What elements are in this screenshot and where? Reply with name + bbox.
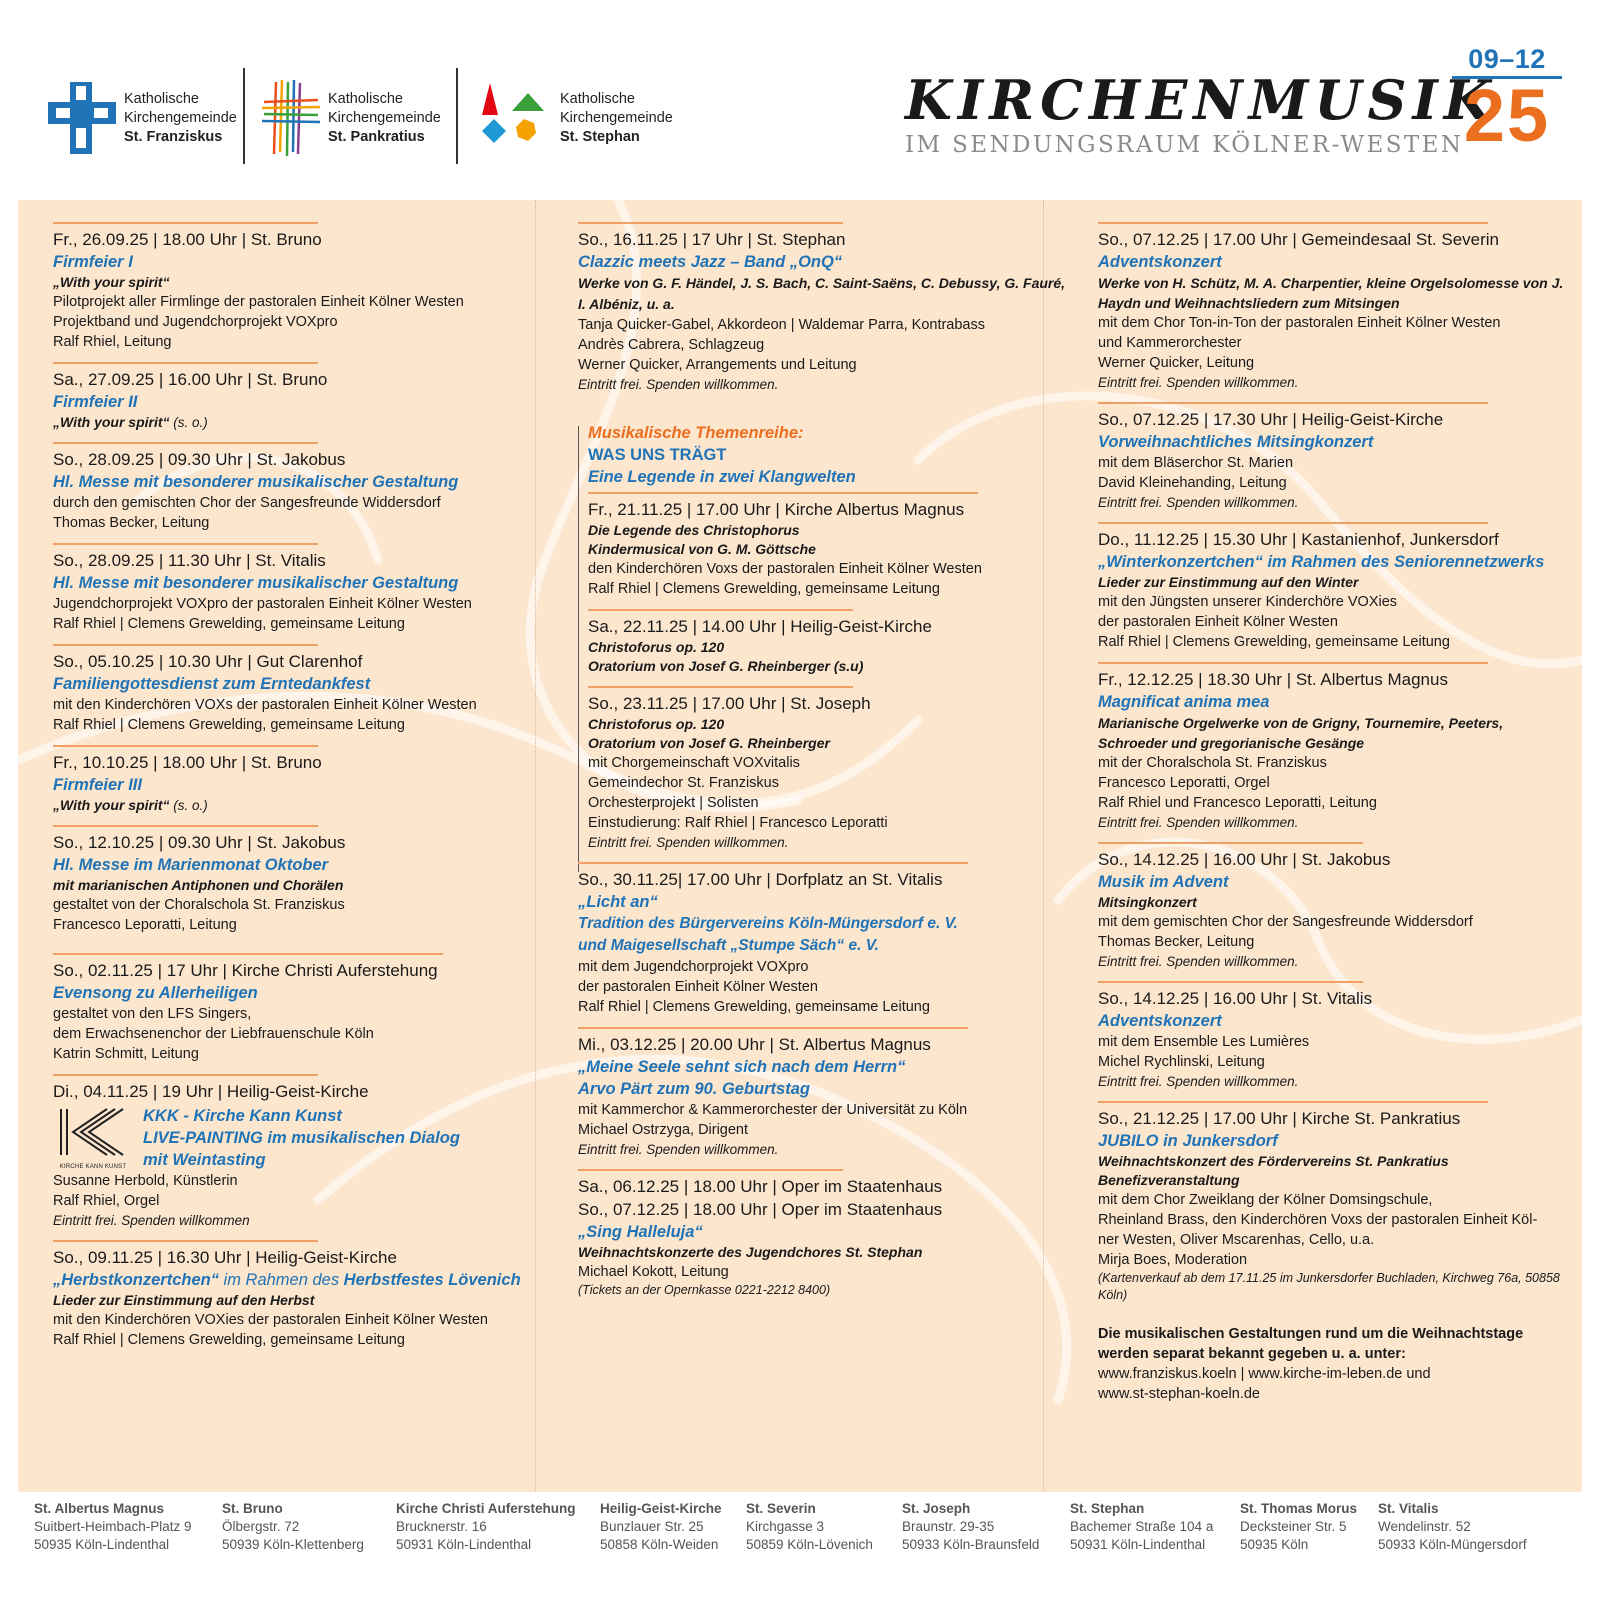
address-name: Heilig-Geist-Kirche: [600, 1501, 722, 1516]
address-item: [34, 1500, 192, 1554]
logo-line: Kirchengemeinde: [124, 109, 237, 126]
address-name: St. Severin: [746, 1501, 816, 1516]
event-subtitle: Lieder zur Einstimmung auf den Herbst: [53, 1292, 315, 1308]
address-street: Braunstr. 29-35: [902, 1519, 995, 1534]
event-date: So., 16.11.25 | 17 Uhr | St. Stephan: [578, 230, 846, 249]
event-line: mit den Jüngsten unserer Kinderchöre VOXies: [1098, 594, 1398, 610]
address-item: [902, 1500, 1039, 1554]
event-line: gestaltet von der Choralschola St. Franziskus: [53, 897, 345, 913]
title-block: [905, 68, 1497, 158]
stephan-shapes-icon: [476, 83, 546, 153]
event-line: der pastoralen Einheit Kölner Westen: [578, 979, 818, 995]
christmas-info-text: Die musikalischen Gestaltungen rund um die Weihnachtstage werden separat bekannt gegeben u. a. unter:: [1098, 1326, 1524, 1362]
event-subtitle: Kindermusical von G. M. Göttsche: [588, 541, 816, 557]
event-title: Evensong zu Allerheiligen: [53, 984, 258, 1002]
event-subtitle: Werke von G. F. Händel, J. S. Bach, C. Saint-Saëns, C. Debussy, G. Fauré, I. Albéniz, u. a.: [578, 275, 1066, 312]
event-title: „Winterkonzertchen“ im Rahmen des Seniorennetzwerks: [1098, 553, 1545, 571]
event-date: Fr., 21.11.25 | 17.00 Uhr | Kirche Albertus Magnus: [588, 500, 965, 519]
event-title: Familiengottesdienst zum Erntedankfest: [53, 675, 371, 693]
event-date: Sa., 27.09.25 | 16.00 Uhr | St. Bruno: [53, 370, 328, 389]
event-item: [578, 1027, 1068, 1159]
address-item: [1378, 1500, 1527, 1554]
event-subtitle: Christoforus op. 120: [588, 716, 725, 732]
kkk-titles: [143, 1105, 460, 1171]
event-item: [1098, 981, 1568, 1091]
event-title: Hl. Messe mit besonderer musikalischer Gestaltung: [53, 473, 459, 491]
event-title: JUBILO in Junkersdorf: [1098, 1132, 1278, 1150]
page-header: [0, 0, 1600, 200]
kkk-logo-icon: [53, 1105, 133, 1159]
event-item: [578, 862, 1068, 1017]
event-line: Francesco Leporatti, Leitung: [53, 917, 237, 933]
event-date: Sa., 06.12.25 | 18.00 Uhr | Oper im Staatenhaus: [578, 1177, 943, 1196]
address-item: [1070, 1500, 1213, 1554]
program-panel: [18, 200, 1582, 1492]
event-subtitle: Lieder zur Einstimmung auf den Winter: [1098, 574, 1359, 590]
event-item: [1098, 222, 1568, 392]
address-city: 50931 Köln-Lindenthal: [1070, 1537, 1206, 1552]
event-line: Thomas Becker, Leitung: [1098, 934, 1255, 950]
kkk-block: [53, 1105, 553, 1171]
event-line: Michel Rychlinski, Leitung: [1098, 1054, 1265, 1070]
event-note: Eintritt frei. Spenden willkommen: [53, 1213, 250, 1228]
event-line: Gemeindechor St. Franziskus: [588, 775, 779, 791]
event-line: Michael Ostrzyga, Dirigent: [578, 1122, 749, 1138]
event-subtitle-suffix: (s. o.): [169, 415, 208, 430]
event-line: den Kinderchören Voxs der pastoralen Einheit Kölner Westen: [588, 561, 982, 577]
event-title: Clazzic meets Jazz – Band „OnQ“: [578, 253, 843, 271]
address-name: St. Albertus Magnus: [34, 1501, 165, 1516]
event-subtitle: „With your spirit“: [53, 797, 170, 813]
logo-line: Katholische: [328, 90, 403, 107]
event-date: So., 12.10.25 | 09.30 Uhr | St. Jakobus: [53, 833, 346, 852]
event-note: Eintritt frei. Spenden willkommen.: [1098, 815, 1299, 830]
logo-divider: [456, 68, 458, 164]
event-note: Eintritt frei. Spenden willkommen.: [578, 377, 779, 392]
event-subtitle: Weihnachtskonzert des Fördervereins St. Pankratius: [1098, 1153, 1449, 1169]
event-date: So., 28.09.25 | 11.30 Uhr | St. Vitalis: [53, 551, 326, 570]
event-line: Rheinland Brass, den Kinderchören Voxs der pastoralen Einheit Köl-: [1098, 1212, 1538, 1228]
address-city: 50935 Köln-Lindenthal: [34, 1537, 170, 1552]
event-date: So., 30.11.25| 17.00 Uhr | Dorfplatz an St. Vitalis: [578, 870, 943, 889]
event-line: Werner Quicker, Arrangements und Leitung: [578, 357, 857, 373]
event-line: Mirja Boes, Moderation: [1098, 1252, 1248, 1268]
event-title: Firmfeier II: [53, 393, 138, 411]
event-item: [53, 1074, 553, 1230]
address-city: 50858 Köln-Weiden: [600, 1537, 719, 1552]
logo-line: [328, 128, 441, 147]
event-subtitle: Mitsingkonzert: [1098, 894, 1197, 910]
event-line: dem Erwachsenenchor der Liebfrauenschule Köln: [53, 1026, 374, 1042]
page-subtitle: IM SENDUNGSRAUM KÖLNER-WESTEN: [905, 132, 1464, 158]
event-subtitle: Marianische Orgelwerke von de Grigny, Tournemire, Peeters, Schroeder und gregorianische Gesänge: [1098, 715, 1504, 751]
event-line: Andrès Cabrera, Schlagzeug: [578, 337, 765, 353]
address-item: [1240, 1500, 1357, 1554]
event-subtitle: Werke von H. Schütz, M. A. Charpentier, kleine Orgelsolomesse von J. Haydn und Weihnachtsliedern zum Mitsingen: [1098, 275, 1564, 311]
event-title: Musik im Advent: [1098, 873, 1229, 891]
event-note: Eintritt frei. Spenden willkommen.: [1098, 375, 1299, 390]
event-line: Michael Kokott, Leitung: [578, 1264, 729, 1280]
address-street: Wendelinstr. 52: [1378, 1519, 1471, 1534]
event-line: mit der Choralschola St. Franziskus: [1098, 755, 1327, 771]
kkk-logo-label: KIRCHE KANN KUNST: [59, 1164, 127, 1170]
address-name: St. Vitalis: [1378, 1501, 1439, 1516]
event-subtitle: Benefizveranstaltung: [1098, 1172, 1240, 1188]
event-date: So., 02.11.25 | 17 Uhr | Kirche Christi Auferstehung: [53, 961, 438, 980]
logo-parish-name: St. Pankratius: [328, 128, 425, 145]
event-line: Thomas Becker, Leitung: [53, 515, 210, 531]
event-subtitle-row: [53, 796, 553, 815]
website-links[interactable]: www.franziskus.koeln | www.kirche-im-leben.de und: [1098, 1366, 1431, 1382]
event-date: So., 05.10.25 | 10.30 Uhr | Gut Clarenhof: [53, 652, 363, 671]
event-line: mit dem Chor Zweiklang der Kölner Domsingschule,: [1098, 1192, 1433, 1208]
event-item: [53, 543, 553, 634]
event-note: Eintritt frei. Spenden willkommen.: [1098, 1074, 1299, 1089]
event-subtitle: Die Legende des Christophorus: [588, 522, 800, 538]
events-column-3: [1098, 222, 1568, 1404]
address-street: Bachemer Straße 104 a: [1070, 1519, 1214, 1534]
event-title: Hl. Messe im Marienmonat Oktober: [53, 856, 329, 874]
series-marker-line: [578, 426, 579, 872]
address-name: St. Thomas Morus: [1240, 1501, 1358, 1516]
address-street: Brucknerstr. 16: [396, 1519, 487, 1534]
event-subtitle: mit marianischen Antiphonen und Chorälen: [53, 877, 344, 893]
event-line: mit den Kinderchören VOXs der pastoralen Einheit Kölner Westen: [53, 697, 477, 713]
event-title: Magnificat anima mea: [1098, 693, 1270, 711]
event-line: Katrin Schmitt, Leitung: [53, 1046, 199, 1062]
address-city: 50933 Köln-Braunsfeld: [902, 1537, 1040, 1552]
event-title: „Sing Halleluja“: [578, 1223, 703, 1241]
logo-line: Katholische: [124, 90, 199, 107]
address-city: 50939 Köln-Klettenberg: [222, 1537, 364, 1552]
event-item: [578, 1169, 1068, 1299]
event-date: So., 07.12.25 | 17.30 Uhr | Heilig-Geist-Kirche: [1098, 410, 1444, 429]
event-subtitle: Oratorium von Josef G. Rheinberger: [588, 735, 830, 751]
event-item: [588, 609, 1068, 676]
event-date: Do., 11.12.25 | 15.30 Uhr | Kastanienhof, Junkersdorf: [1098, 530, 1499, 549]
event-line: mit dem Ensemble Les Lumières: [1098, 1034, 1310, 1050]
event-item: [53, 825, 553, 935]
event-line: Ralf Rhiel | Clemens Grewelding, gemeinsame Leitung: [53, 616, 405, 632]
series-label: Musikalische Themenreihe:: [588, 424, 804, 442]
event-line: mit Chorgemeinschaft VOXvitalis: [588, 755, 800, 771]
event-line: Ralf Rhiel | Clemens Grewelding, gemeinsame Leitung: [588, 581, 940, 597]
event-line: mit Kammerchor & Kammerorchester der Universität zu Köln: [578, 1102, 968, 1118]
event-line: David Kleinehanding, Leitung: [1098, 475, 1287, 491]
event-date: Fr., 26.09.25 | 18.00 Uhr | St. Bruno: [53, 230, 322, 249]
event-title: KKK - Kirche Kann Kunst: [143, 1107, 342, 1125]
event-line: durch den gemischten Chor der Sangesfreunde Widdersdorf: [53, 495, 441, 511]
logo-st-pankratius: [262, 68, 441, 168]
event-line: der pastoralen Einheit Kölner Westen: [1098, 614, 1338, 630]
event-line: Ralf Rhiel | Clemens Grewelding, gemeinsame Leitung: [578, 999, 930, 1015]
event-title: Herbstfestes Lövenich: [343, 1271, 521, 1289]
event-note: Eintritt frei. Spenden willkommen.: [578, 1142, 779, 1157]
event-item: [588, 492, 1068, 599]
address-street: Suitbert-Heimbach-Platz 9: [34, 1519, 192, 1534]
event-date: So., 09.11.25 | 16.30 Uhr | Heilig-Geist-Kirche: [53, 1248, 397, 1267]
address-item: [746, 1500, 873, 1554]
event-date: So., 07.12.25 | 18.00 Uhr | Oper im Staatenhaus: [578, 1200, 943, 1219]
event-title: Tradition des Bürgervereins Köln-Müngersdorf e. V.: [578, 915, 958, 932]
event-line: und Kammerorchester: [1098, 335, 1242, 351]
event-line: Jugendchorprojekt VOXpro der pastoralen Einheit Kölner Westen: [53, 596, 472, 612]
event-note: Eintritt frei. Spenden willkommen.: [588, 835, 789, 850]
event-item: [1098, 842, 1568, 971]
event-title: Arvo Pärt zum 90. Geburtstag: [578, 1080, 810, 1098]
address-street: Decksteiner Str. 5: [1240, 1519, 1347, 1534]
event-item: [53, 745, 553, 815]
event-date: So., 14.12.25 | 16.00 Uhr | St. Vitalis: [1098, 989, 1373, 1008]
event-line: mit dem Bläserchor St. Marien: [1098, 455, 1294, 471]
theme-series: [578, 422, 1068, 852]
address-city: 50859 Köln-Lövenich: [746, 1537, 873, 1552]
event-date: Sa., 22.11.25 | 14.00 Uhr | Heilig-Geist-Kirche: [588, 617, 932, 636]
event-date: Fr., 12.12.25 | 18.30 Uhr | St. Albertus Magnus: [1098, 670, 1448, 689]
event-subtitle: Christoforus op. 120: [588, 639, 725, 655]
event-line: Ralf Rhiel, Orgel: [53, 1193, 160, 1209]
event-line: mit den Kinderchören VOXies der pastoralen Einheit Kölner Westen: [53, 1312, 488, 1328]
event-line: mit dem gemischten Chor der Sangesfreunde Widdersdorf: [1098, 914, 1473, 930]
website-link[interactable]: www.st-stephan-koeln.de: [1098, 1386, 1260, 1402]
page-title: KIRCHENMUSIK: [905, 68, 1497, 132]
event-line: Ralf Rhiel, Leitung: [53, 334, 172, 350]
logo-parish-name: St. Franziskus: [124, 128, 223, 145]
event-item: [53, 953, 553, 1064]
event-subtitle-row: [53, 413, 553, 432]
address-city: 50933 Köln-Müngersdorf: [1378, 1537, 1527, 1552]
event-title-row: [53, 1269, 553, 1291]
address-name: St. Stephan: [1070, 1501, 1145, 1516]
address-item: [396, 1500, 576, 1554]
period-year: 25: [1463, 74, 1551, 157]
christmas-info: [1098, 1324, 1568, 1404]
event-subtitle: Oratorium von Josef G. Rheinberger (s.u): [588, 658, 864, 674]
address-footer: [0, 1492, 1600, 1600]
series-subheading: Eine Legende in zwei Klangwelten: [588, 468, 856, 486]
period-badge: [1452, 44, 1562, 157]
event-small-note: (Tickets an der Opernkasse 0221-2212 8400): [578, 1283, 831, 1297]
event-line: Susanne Herbold, Künstlerin: [53, 1173, 238, 1189]
event-subtitle-suffix: (s. o.): [169, 798, 208, 813]
event-item: [578, 222, 1068, 394]
event-title: Adventskonzert: [1098, 1012, 1222, 1030]
event-item: [53, 362, 553, 432]
event-date: So., 14.12.25 | 16.00 Uhr | St. Jakobus: [1098, 850, 1391, 869]
event-title: Vorweihnachtliches Mitsingkonzert: [1098, 433, 1374, 451]
address-name: Kirche Christi Auferstehung: [396, 1501, 576, 1516]
logo-line: [124, 128, 237, 147]
address-item: [222, 1500, 364, 1554]
event-title: „Herbstkonzertchen“: [53, 1271, 219, 1289]
event-title: mit Weintasting: [143, 1151, 266, 1169]
event-line: mit dem Chor Ton-in-Ton der pastoralen Einheit Kölner Westen: [1098, 315, 1501, 331]
event-line: Ralf Rhiel | Clemens Grewelding, gemeinsame Leitung: [53, 717, 405, 733]
event-item: [53, 644, 553, 735]
event-item: [1098, 1101, 1568, 1304]
events-column-2: [578, 222, 1068, 1309]
address-city: 50935 Köln: [1240, 1537, 1309, 1552]
logo-st-franziskus: [48, 68, 237, 168]
period-months: 09–12: [1452, 44, 1562, 79]
logo-st-stephan: [476, 68, 673, 168]
event-line: gestaltet von den LFS Singers,: [53, 1006, 252, 1022]
event-date: So., 23.11.25 | 17.00 Uhr | St. Joseph: [588, 694, 871, 713]
event-subtitle: „With your spirit“: [53, 274, 170, 290]
address-city: 50931 Köln-Lindenthal: [396, 1537, 532, 1552]
kkk-logo: [53, 1105, 133, 1169]
event-title: Firmfeier I: [53, 253, 133, 271]
event-item: [53, 442, 553, 533]
event-line: Ralf Rhiel | Clemens Grewelding, gemeinsame Leitung: [53, 1332, 405, 1348]
event-title: Hl. Messe mit besonderer musikalischer Gestaltung: [53, 574, 459, 592]
logo-divider: [243, 68, 245, 164]
event-note: Eintritt frei. Spenden willkommen.: [1098, 495, 1299, 510]
event-subtitle: „With your spirit“: [53, 414, 170, 430]
event-line: ner Westen, Oliver Mscarenhas, Cello, u.a.: [1098, 1232, 1375, 1248]
event-line: Einstudierung: Ralf Rhiel | Francesco Leporatti: [588, 815, 888, 831]
event-title: „Meine Seele sehnt sich nach dem Herrn“: [578, 1058, 906, 1076]
event-line: Francesco Leporatti, Orgel: [1098, 775, 1270, 791]
event-title: „Licht an“: [578, 893, 658, 911]
logo-line: Kirchengemeinde: [560, 109, 673, 126]
event-item: [1098, 662, 1568, 832]
event-item: [1098, 522, 1568, 652]
event-date: So., 07.12.25 | 17.00 Uhr | Gemeindesaal St. Severin: [1098, 230, 1500, 249]
event-line: Pilotprojekt aller Firmlinge der pastoralen Einheit Kölner Westen: [53, 294, 464, 310]
event-date: Mi., 03.12.25 | 20.00 Uhr | St. Albertus Magnus: [578, 1035, 931, 1054]
event-line: Ralf Rhiel | Clemens Grewelding, gemeinsame Leitung: [1098, 634, 1450, 650]
event-title: und Maigesellschaft „Stumpe Säch“ e. V.: [578, 937, 879, 954]
logo-line: Katholische: [560, 90, 635, 107]
event-line: mit dem Jugendchorprojekt VOXpro: [578, 959, 809, 975]
event-title: Firmfeier III: [53, 776, 142, 794]
event-title-connector: im Rahmen des: [218, 1271, 344, 1289]
logo-line: [560, 128, 673, 147]
address-street: Kirchgasse 3: [746, 1519, 825, 1534]
address-name: St. Joseph: [902, 1501, 971, 1516]
pankratius-cross-icon: [262, 80, 320, 156]
event-line: Projektband und Jugendchorprojekt VOXpro: [53, 314, 338, 330]
address-name: St. Bruno: [222, 1501, 283, 1516]
event-line: Tanja Quicker-Gabel, Akkordeon | Waldemar Parra, Kontrabass: [578, 317, 985, 333]
events-column-1: [53, 222, 553, 1360]
franziskus-cross-icon: [48, 82, 116, 154]
event-date: So., 21.12.25 | 17.00 Uhr | Kirche St. Pankratius: [1098, 1109, 1461, 1128]
event-item: [53, 1240, 553, 1350]
event-note: Eintritt frei. Spenden willkommen.: [1098, 954, 1299, 969]
event-line: Orchesterprojekt | Solisten: [588, 795, 759, 811]
event-subtitle: Weihnachtskonzerte des Jugendchores St. Stephan: [578, 1244, 923, 1260]
event-line: Werner Quicker, Leitung: [1098, 355, 1255, 371]
event-title: LIVE-PAINTING im musikalischen Dialog: [143, 1129, 460, 1147]
event-line: Ralf Rhiel und Francesco Leporatti, Leitung: [1098, 795, 1377, 811]
logo-line: Kirchengemeinde: [328, 109, 441, 126]
address-item: [600, 1500, 722, 1554]
address-street: Bunzlauer Str. 25: [600, 1519, 704, 1534]
logo-parish-name: St. Stephan: [560, 128, 640, 145]
event-date: Di., 04.11.25 | 19 Uhr | Heilig-Geist-Kirche: [53, 1082, 369, 1101]
event-date: Fr., 10.10.25 | 18.00 Uhr | St. Bruno: [53, 753, 322, 772]
event-item: [1098, 402, 1568, 512]
series-heading: WAS UNS TRÄGT: [588, 446, 727, 464]
event-item: [588, 686, 1068, 852]
event-title: Adventskonzert: [1098, 253, 1222, 271]
event-date: So., 28.09.25 | 09.30 Uhr | St. Jakobus: [53, 450, 346, 469]
event-small-note: (Kartenverkauf ab dem 17.11.25 im Junkersdorfer Buchladen, Kirchweg 76a, 50858 Köln): [1098, 1271, 1560, 1302]
address-street: Ölbergstr. 72: [222, 1519, 300, 1534]
event-item: [53, 222, 553, 352]
